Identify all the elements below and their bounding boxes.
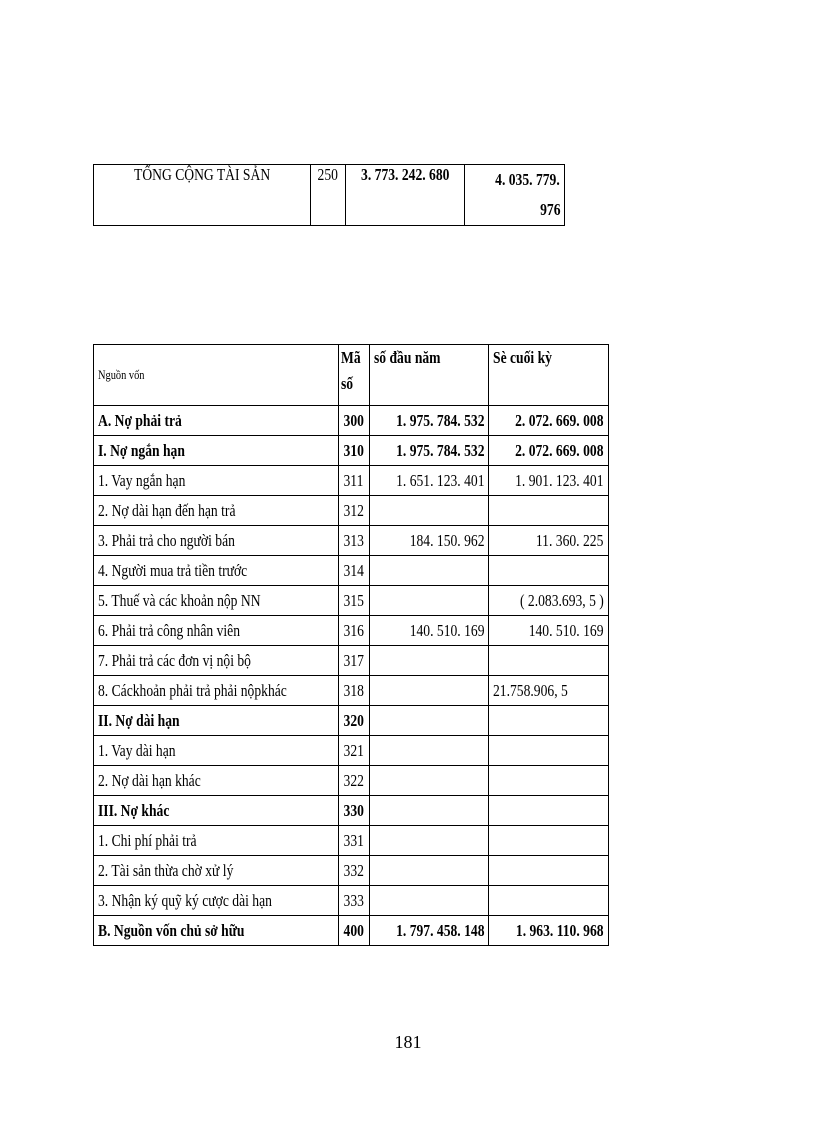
row-end-value-cell — [489, 826, 609, 856]
row-label: 2. Tài sản thừa chờ xử lý — [98, 861, 234, 880]
row-code: 317 — [343, 651, 364, 670]
row-label-cell — [94, 736, 339, 766]
row-label-cell — [94, 496, 339, 526]
row-begin-value-cell — [369, 466, 489, 496]
row-code: 312 — [343, 501, 364, 520]
row-begin-value-cell — [369, 766, 489, 796]
row-label-cell — [94, 526, 339, 556]
row-label: 1. Vay dài hạn — [98, 741, 176, 760]
row-code-cell — [339, 436, 370, 466]
row-begin-value: 140. 510. 169 — [409, 621, 485, 640]
row-end-value-cell — [489, 466, 609, 496]
table-row — [94, 886, 609, 916]
row-code: 315 — [343, 591, 364, 610]
table-row — [94, 916, 609, 946]
table-row — [94, 526, 609, 556]
row-label-cell — [94, 646, 339, 676]
row-label: 6. Phải trả công nhân viên — [98, 621, 241, 640]
total-assets-table — [93, 164, 565, 226]
row-label-cell — [94, 856, 339, 886]
row-end-value-cell — [489, 496, 609, 526]
row-code: 313 — [343, 531, 364, 550]
table-row — [94, 406, 609, 436]
row-label: 5. Thuế và các khoản nộp NN — [98, 591, 261, 610]
row-end-value-cell — [489, 526, 609, 556]
row-end-value: 2. 072. 669. 008 — [515, 441, 604, 460]
row-code-cell — [339, 526, 370, 556]
row-code: 332 — [343, 861, 364, 880]
row-label-cell — [94, 616, 339, 646]
row-code: 318 — [343, 681, 364, 700]
row-code-cell — [339, 676, 370, 706]
row-label-cell — [94, 706, 339, 736]
row-code-cell — [339, 856, 370, 886]
row-label-cell — [94, 586, 339, 616]
row-label: 4. Người mua trả tiền trước — [98, 561, 248, 580]
row-label-cell — [94, 766, 339, 796]
row-begin-value-cell — [369, 916, 489, 946]
row-label: 8. Cáckhoản phải trả phải nộpkhác — [98, 681, 287, 700]
total-assets-row — [94, 165, 565, 226]
row-label: A. Nợ phải trả — [98, 411, 182, 430]
row-code: 333 — [343, 891, 364, 910]
row-code-cell — [339, 736, 370, 766]
row-end-value-cell — [489, 586, 609, 616]
row-label-cell — [94, 676, 339, 706]
table-row — [94, 856, 609, 886]
row-begin-value-cell — [369, 886, 489, 916]
row-code-cell — [339, 916, 370, 946]
row-end-value-cell — [489, 646, 609, 676]
row-end-value-cell — [489, 556, 609, 586]
row-end-value-cell — [489, 856, 609, 886]
table-row — [94, 466, 609, 496]
total-assets-code-cell — [311, 165, 346, 226]
row-code-cell — [339, 796, 370, 826]
table-row — [94, 766, 609, 796]
row-begin-value-cell — [369, 616, 489, 646]
row-code-cell — [339, 886, 370, 916]
row-label: 3. Nhận ký quỹ ký cược dài hạn — [98, 891, 272, 910]
row-begin-value-cell — [369, 826, 489, 856]
row-end-value: 1. 901. 123. 401 — [515, 471, 604, 490]
row-label: 7. Phải trả các đơn vị nội bộ — [98, 651, 251, 670]
row-code: 330 — [343, 801, 364, 820]
row-label: III. Nợ khác — [98, 801, 170, 820]
row-begin-value: 1. 797. 458. 148 — [395, 921, 485, 940]
row-end-value-cell — [489, 916, 609, 946]
row-label: 1. Vay ngắn hạn — [98, 471, 186, 490]
row-end-value-cell — [489, 706, 609, 736]
table-row — [94, 616, 609, 646]
row-begin-value: 1. 975. 784. 532 — [395, 411, 485, 430]
total-assets-label: TỔNG CỘNG TÀI SẢN — [133, 165, 271, 184]
row-end-value-cell — [489, 766, 609, 796]
row-end-value: ( 2.083.693, 5 ) — [519, 591, 604, 610]
row-code-cell — [339, 406, 370, 436]
row-label: 2. Nợ dài hạn đến hạn trả — [98, 501, 236, 520]
row-begin-value-cell — [369, 736, 489, 766]
row-label-cell — [94, 916, 339, 946]
row-code: 311 — [343, 471, 364, 490]
row-begin-value-cell — [369, 436, 489, 466]
row-end-value: 2. 072. 669. 008 — [515, 411, 604, 430]
table-row — [94, 436, 609, 466]
header-end-period: Sè cuối kỳ — [489, 345, 609, 406]
total-assets-begin-cell — [345, 165, 465, 226]
row-end-value-cell — [489, 796, 609, 826]
table-header-row — [94, 345, 609, 406]
row-begin-value-cell — [369, 646, 489, 676]
table-row — [94, 646, 609, 676]
row-end-value-cell — [489, 406, 609, 436]
total-assets-end-line1: 4. 035. 779. — [495, 170, 560, 189]
row-end-value-cell — [489, 616, 609, 646]
row-label: B. Nguồn vốn chủ sở hữu — [98, 921, 245, 940]
row-label: I. Nợ ngắn hạn — [98, 441, 185, 460]
row-label-cell — [94, 826, 339, 856]
total-assets-label-cell — [94, 165, 311, 226]
row-begin-value-cell — [369, 586, 489, 616]
table-row — [94, 556, 609, 586]
row-code: 310 — [343, 441, 364, 460]
table-row — [94, 796, 609, 826]
row-code: 300 — [343, 411, 364, 430]
row-end-value: 21.758.906, 5 — [493, 681, 568, 700]
row-begin-value: 184. 150. 962 — [409, 531, 485, 550]
row-code-cell — [339, 586, 370, 616]
row-label: 2. Nợ dài hạn khác — [98, 771, 201, 790]
table-row — [94, 676, 609, 706]
row-code: 321 — [343, 741, 364, 760]
table-row — [94, 586, 609, 616]
row-label-cell — [94, 556, 339, 586]
capital-sources-table — [93, 344, 609, 946]
row-code-cell — [339, 616, 370, 646]
table-row — [94, 706, 609, 736]
row-code-cell — [339, 706, 370, 736]
page-number: 181 — [394, 1032, 422, 1052]
row-code-cell — [339, 646, 370, 676]
row-end-value: 140. 510. 169 — [528, 621, 604, 640]
total-assets-end-cell — [465, 165, 565, 226]
row-label-cell — [94, 406, 339, 436]
row-code: 314 — [343, 561, 364, 580]
total-assets-end-line2: 976 — [539, 200, 560, 219]
row-label: 1. Chi phí phải trả — [98, 831, 197, 850]
row-end-value: 1. 963. 110. 968 — [515, 921, 604, 940]
row-begin-value-cell — [369, 526, 489, 556]
row-code-cell — [339, 766, 370, 796]
row-label-cell — [94, 466, 339, 496]
row-code: 322 — [343, 771, 364, 790]
row-begin-value-cell — [369, 406, 489, 436]
row-begin-value: 1. 651. 123. 401 — [395, 471, 485, 490]
row-code: 316 — [343, 621, 364, 640]
header-code: Mã số — [339, 345, 370, 406]
row-code-cell — [339, 496, 370, 526]
row-begin-value: 1. 975. 784. 532 — [395, 441, 485, 460]
row-begin-value-cell — [369, 796, 489, 826]
row-code-cell — [339, 826, 370, 856]
total-assets-code: 250 — [317, 165, 338, 184]
row-label-cell — [94, 436, 339, 466]
row-code: 400 — [343, 921, 364, 940]
total-assets-begin: 3. 773. 242. 680 — [360, 165, 450, 184]
row-end-value-cell — [489, 436, 609, 466]
row-label: II. Nợ dài hạn — [98, 711, 180, 730]
table-row — [94, 826, 609, 856]
row-end-value: 11. 360. 225 — [536, 531, 604, 550]
table-row — [94, 496, 609, 526]
row-label-cell — [94, 886, 339, 916]
row-code: 331 — [343, 831, 364, 850]
row-begin-value-cell — [369, 856, 489, 886]
row-begin-value-cell — [369, 556, 489, 586]
row-begin-value-cell — [369, 676, 489, 706]
header-capital-source: Nguồn vốn — [94, 345, 339, 406]
row-label-cell — [94, 796, 339, 826]
row-code-cell — [339, 556, 370, 586]
row-begin-value-cell — [369, 706, 489, 736]
row-end-value-cell — [489, 736, 609, 766]
header-begin-year: số đầu năm — [369, 345, 489, 406]
row-code: 320 — [343, 711, 364, 730]
row-label: 3. Phải trả cho người bán — [98, 531, 235, 550]
table-row — [94, 736, 609, 766]
row-end-value-cell — [489, 886, 609, 916]
row-code-cell — [339, 466, 370, 496]
row-end-value-cell — [489, 676, 609, 706]
row-begin-value-cell — [369, 496, 489, 526]
